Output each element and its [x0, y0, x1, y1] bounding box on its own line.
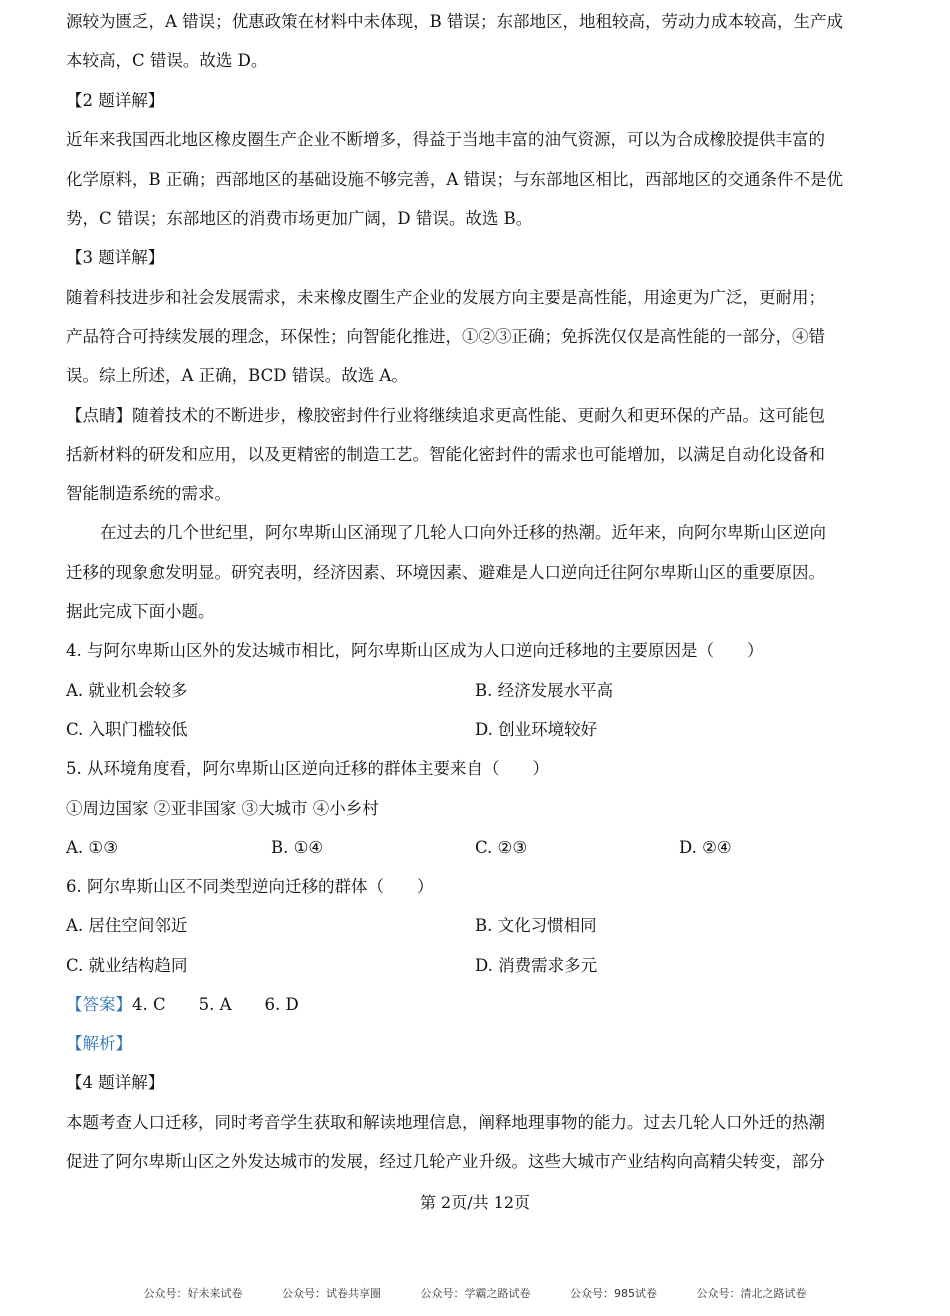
question-6-stem: 6. 阿尔卑斯山区不同类型逆向迁移的群体（ ）: [66, 877, 434, 896]
q5-option-b: B. ①④: [271, 838, 324, 857]
q6-option-c: C. 就业结构趋同: [66, 956, 188, 975]
footer-link: 公众号：985试卷: [570, 1287, 657, 1300]
section-heading: 【3 题详解】: [66, 248, 165, 267]
section-heading: 【4 题详解】: [66, 1073, 165, 1092]
text-line: 【点睛】随着技术的不断进步，橡胶密封件行业将继续追求更高性能、更耐久和更环保的产品。这可能包: [66, 406, 825, 425]
text-line: 化学原料，B 正确；西部地区的基础设施不够完善，A 错误；与东部地区相比，西部地区的交通条件不是优: [66, 170, 844, 189]
text-line: 本较高，C 错误。故选 D。: [66, 51, 268, 70]
text-line: 括新材料的研发和应用，以及更精密的制造工艺。智能化密封件的需求也可能增加，以满足自动化设备和: [66, 445, 825, 464]
q4-option-d: D. 创业环境较好: [475, 720, 598, 739]
footer-link: 公众号：学霸之路试卷: [420, 1287, 531, 1300]
answer-label: 【答案】: [66, 995, 132, 1014]
text-line: 随着科技进步和社会发展需求，未来橡皮圈生产企业的发展方向主要是高性能，用途更为广泛，更耐用；: [66, 288, 825, 307]
text-line: 促进了阿尔卑斯山区之外发达城市的发展，经过几轮产业升级。这些大城市产业结构向高精尖转变，部分: [66, 1152, 825, 1171]
q6-option-a: A. 居住空间邻近: [66, 916, 188, 935]
q4-option-c: C. 入职门槛较低: [66, 720, 188, 739]
answer-line: [66, 993, 299, 1017]
passage-line: 在过去的几个世纪里，阿尔卑斯山区涌现了几轮人口向外迁移的热潮。近年来，向阿尔卑斯山区逆向: [100, 523, 826, 542]
question-5-items: ①周边国家 ②亚非国家 ③大城市 ④小乡村: [66, 799, 379, 818]
q5-option-a: A. ①③: [66, 838, 118, 857]
text-line: 本题考查人口迁移，同时考音学生获取和解读地理信息，阐释地理事物的能力。过去几轮人口外迁的热潮: [66, 1113, 825, 1132]
q5-option-c: C. ②③: [475, 838, 528, 857]
analysis-label: 【解析】: [66, 1034, 132, 1053]
footer-link: 公众号：试卷共享圈: [282, 1287, 381, 1300]
text-line: 源较为匮乏，A 错误；优惠政策在材料中未体现，B 错误；东部地区，地租较高，劳动力成本较高，生产成: [66, 12, 844, 31]
question-5-stem: 5. 从环境角度看，阿尔卑斯山区逆向迁移的群体主要来自（ ）: [66, 759, 549, 778]
passage-line: 迁移的现象愈发明显。研究表明，经济因素、环境因素、避难是人口逆向迁往阿尔卑斯山区的重要原因。: [66, 563, 825, 582]
passage-line: 据此完成下面小题。: [66, 602, 215, 621]
footer-links: [0, 1285, 950, 1301]
q6-option-b: B. 文化习惯相同: [475, 916, 597, 935]
q6-option-d: D. 消费需求多元: [475, 956, 598, 975]
text-line: 近年来我国西北地区橡皮圈生产企业不断增多，得益于当地丰富的油气资源，可以为合成橡胶提供丰富的: [66, 130, 825, 149]
text-line: 势，C 错误；东部地区的消费市场更加广阔，D 错误。故选 B。: [66, 209, 533, 228]
footer-link: 公众号：好未来试卷: [143, 1287, 243, 1300]
text-line: 产品符合可持续发展的理念，环保性；向智能化推进，①②③正确；免拆洗仅仅是高性能的一部分，④错: [66, 327, 825, 346]
page-number: 第 2页/共 12页: [419, 1193, 531, 1212]
footer-link: 公众号：清北之路试卷: [696, 1287, 807, 1300]
text-line: 智能制造系统的需求。: [66, 484, 231, 503]
section-heading: 【2 题详解】: [66, 91, 165, 110]
text-line: 误。综上所述，A 正确，BCD 错误。故选 A。: [66, 366, 408, 385]
q4-option-a: A. 就业机会较多: [66, 681, 188, 700]
answer-text: 4. C 5. A 6. D: [132, 995, 299, 1014]
q5-option-d: D. ②④: [679, 838, 732, 857]
q4-option-b: B. 经济发展水平高: [475, 681, 614, 700]
question-4-stem: 4. 与阿尔卑斯山区外的发达城市相比，阿尔卑斯山区成为人口逆向迁移地的主要原因是（ ）: [66, 641, 764, 660]
